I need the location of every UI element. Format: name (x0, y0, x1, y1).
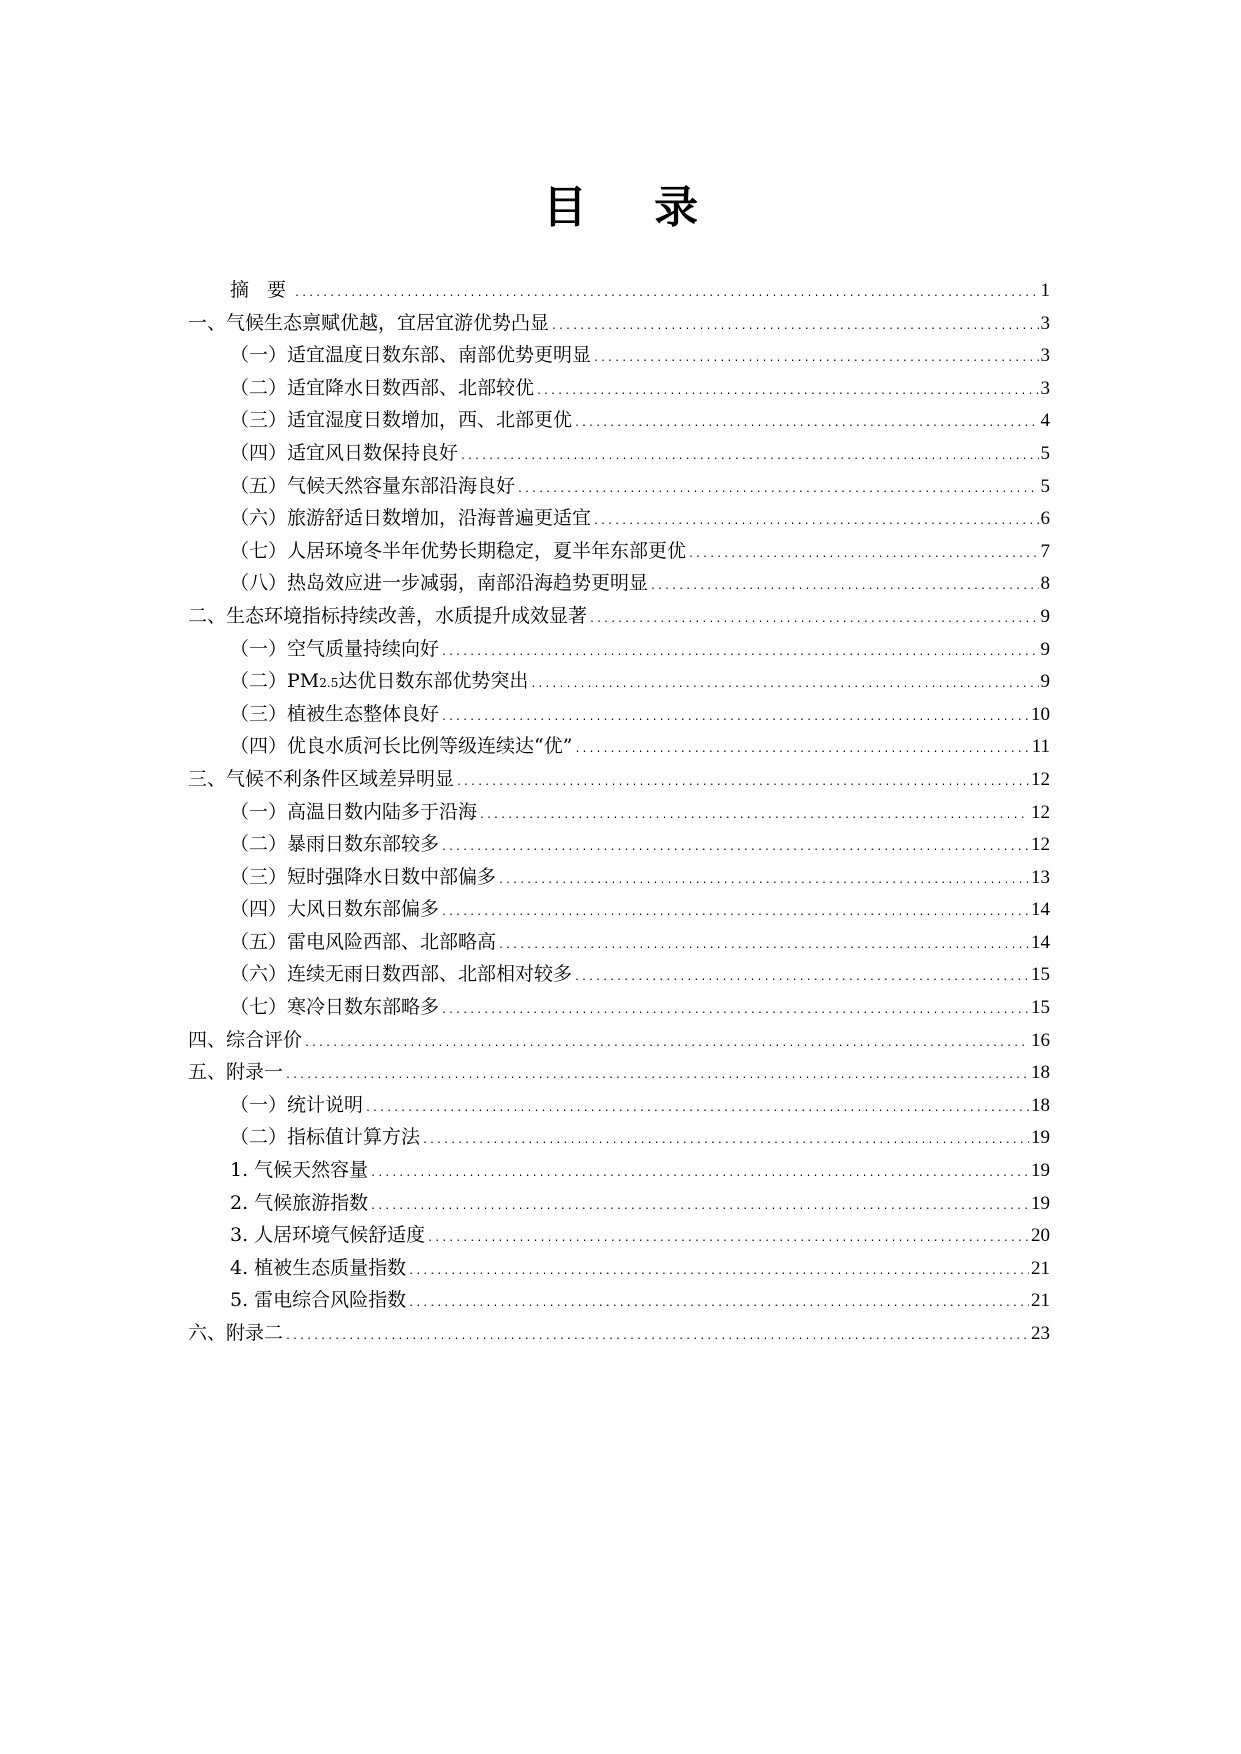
toc-entry-label: （四）大风日数东部偏多 (230, 898, 440, 921)
toc-entry[interactable] (188, 828, 1050, 861)
toc-entry[interactable] (188, 633, 1050, 666)
toc-leader-dots (370, 1158, 1029, 1191)
toc-page-number: 21 (1031, 1257, 1050, 1279)
toc-entry[interactable] (188, 861, 1050, 894)
toc-entry[interactable] (188, 372, 1050, 405)
toc-page-number: 11 (1031, 736, 1050, 758)
toc-leader-dots (370, 1191, 1029, 1224)
toc-entry[interactable] (188, 470, 1050, 503)
toc-page-number: 12 (1031, 834, 1050, 856)
toc-entry-label: 二、生态环境指标持续改善，水质提升成效显著 (188, 604, 588, 627)
toc-entry-label: （一）适宜温度日数东部、南部优势更明显 (230, 344, 592, 367)
toc-entry-label: （四）优良水质河长比例等级连续达“优” (230, 735, 573, 758)
toc-entry[interactable] (188, 1252, 1050, 1285)
toc-page-number: 9 (1040, 638, 1050, 660)
toc-entry[interactable] (188, 796, 1050, 829)
toc-page-number: 21 (1031, 1290, 1050, 1312)
toc-entry-label: （八）热岛效应进一步减弱，南部沿海趋势更明显 (230, 572, 649, 595)
toc-leader-dots (427, 1223, 1029, 1256)
toc-page-number: 4 (1040, 410, 1050, 432)
toc-entry[interactable] (188, 1089, 1050, 1122)
toc-entry[interactable] (188, 1284, 1050, 1317)
toc-entry[interactable] (188, 1024, 1050, 1057)
toc-entry[interactable] (188, 567, 1050, 600)
toc-entry[interactable] (188, 926, 1050, 959)
toc-entry[interactable] (188, 274, 1050, 307)
toc-entry-label: （七）人居环境冬半年优势长期稳定，夏半年东部更优 (230, 539, 687, 562)
toc-page-number: 23 (1031, 1323, 1050, 1344)
toc-entry[interactable] (188, 1187, 1050, 1220)
toc-entry-label: （四）适宜风日数保持良好 (230, 441, 459, 464)
toc-leader-dots (593, 343, 1038, 376)
toc-leader-dots (285, 1060, 1029, 1093)
toc-entry-label: 摘 要 (230, 279, 293, 301)
toc-leader-dots (441, 897, 1029, 930)
toc-entry-label: （六）旅游舒适日数增加，沿海普遍更适宜 (230, 507, 592, 530)
toc-entry-label: （一）统计说明 (230, 1093, 364, 1116)
toc-leader-dots (479, 800, 1029, 833)
toc-entry[interactable] (188, 1121, 1050, 1154)
toc-page-number: 3 (1040, 312, 1050, 334)
toc-entry[interactable] (188, 991, 1050, 1024)
toc-leader-dots (650, 571, 1038, 604)
toc-entry-label: （七）寒冷日数东部略多 (230, 996, 440, 1019)
toc-page-number: 12 (1031, 801, 1050, 823)
toc-entry-label: 4. 植被生态质量指数 (230, 1256, 407, 1279)
toc-entry-label: 三、气候不利条件区域差异明显 (188, 767, 455, 790)
toc-page-number: 19 (1031, 1127, 1050, 1149)
toc-page-number: 15 (1031, 997, 1050, 1019)
toc-entry[interactable] (188, 437, 1050, 470)
toc-leader-dots (498, 930, 1029, 963)
toc-leader-dots (574, 408, 1038, 441)
table-of-contents (188, 274, 1050, 1350)
page-title: 目 录 (542, 182, 725, 233)
toc-leader-dots (441, 995, 1029, 1028)
toc-leader-dots (460, 441, 1038, 474)
toc-page-number: 5 (1040, 442, 1050, 464)
toc-page-number: 19 (1031, 1192, 1050, 1214)
toc-leader-dots (536, 376, 1038, 409)
toc-page-number: 7 (1040, 540, 1050, 562)
toc-leader-dots (408, 1288, 1029, 1321)
toc-entry[interactable] (188, 535, 1050, 568)
toc-page-number: 18 (1031, 1062, 1050, 1084)
toc-entry-label: （三）短时强降水日数中部偏多 (230, 865, 497, 888)
toc-entry[interactable] (188, 698, 1050, 731)
toc-leader-dots (408, 1256, 1029, 1289)
toc-page-number: 20 (1031, 1225, 1050, 1247)
toc-entry-label: （六）连续无雨日数西部、北部相对较多 (230, 963, 573, 986)
toc-entry-label: （一）空气质量持续向好 (230, 637, 440, 660)
toc-leader-dots (304, 1028, 1029, 1061)
toc-entry[interactable] (188, 893, 1050, 926)
toc-entry[interactable] (188, 763, 1050, 796)
toc-entry-label: 1. 气候天然容量 (230, 1159, 369, 1182)
toc-entry-label: （五）雷电风险西部、北部略高 (230, 930, 497, 953)
toc-entry[interactable] (188, 502, 1050, 535)
toc-page-number: 1 (1040, 280, 1050, 301)
toc-page-number: 16 (1031, 1029, 1050, 1051)
toc-leader-dots (589, 604, 1038, 637)
toc-leader-dots (498, 865, 1029, 898)
toc-page-number: 8 (1040, 573, 1050, 595)
toc-entry-label: 五、附录一 (188, 1061, 284, 1084)
toc-leader-dots (365, 1093, 1029, 1126)
toc-entry-label: （一）高温日数内陆多于沿海 (230, 800, 478, 823)
toc-page-number: 14 (1031, 931, 1050, 953)
toc-page-number: 9 (1040, 671, 1050, 693)
toc-page-number: 13 (1031, 866, 1050, 888)
toc-leader-dots (422, 1125, 1029, 1158)
toc-entry-label: 四、综合评价 (188, 1028, 303, 1051)
toc-page-number: 15 (1031, 964, 1050, 986)
toc-leader-dots (285, 1321, 1029, 1354)
toc-leader-dots (574, 962, 1029, 995)
toc-entry-label: （二）适宜降水日数西部、北部较优 (230, 376, 535, 399)
toc-page-number: 9 (1040, 605, 1050, 627)
toc-entry[interactable] (188, 1317, 1050, 1350)
toc-entry-label: （二）指标值计算方法 (230, 1126, 421, 1149)
toc-entry[interactable] (188, 404, 1050, 437)
toc-leader-dots (456, 767, 1029, 800)
toc-page-number: 19 (1031, 1160, 1050, 1182)
toc-page-number: 10 (1031, 703, 1050, 725)
toc-page-number: 5 (1040, 475, 1050, 497)
toc-page-number: 14 (1031, 899, 1050, 921)
toc-entry-label: （三）适宜湿度日数增加，西、北部更优 (230, 409, 573, 432)
toc-entry-label: （二）PM2.5达优日数东部优势突出 (230, 670, 529, 693)
toc-entry-label: 5. 雷电综合风险指数 (230, 1289, 407, 1312)
toc-leader-dots (530, 669, 1038, 702)
toc-entry-label: 2. 气候旅游指数 (230, 1191, 369, 1214)
toc-entry-label: （二）暴雨日数东部较多 (230, 833, 440, 856)
toc-page-number: 3 (1040, 345, 1050, 367)
toc-entry[interactable] (188, 1219, 1050, 1252)
toc-page-number: 12 (1031, 768, 1050, 790)
toc-page-number: 3 (1040, 377, 1050, 399)
toc-entry[interactable] (188, 339, 1050, 372)
toc-entry-label: 3. 人居环境气候舒适度 (230, 1224, 426, 1247)
toc-leader-dots (517, 474, 1038, 507)
toc-page-number: 6 (1040, 508, 1050, 530)
toc-entry-label: （五）气候天然容量东部沿海良好 (230, 474, 516, 497)
toc-leader-dots (688, 539, 1038, 572)
toc-entry[interactable] (188, 730, 1050, 763)
toc-entry-label: 一、气候生态禀赋优越，宜居宜游优势凸显 (188, 311, 550, 334)
toc-entry[interactable] (188, 307, 1050, 340)
toc-leader-dots (551, 311, 1038, 344)
toc-leader-dots (441, 832, 1029, 865)
toc-page-number: 18 (1031, 1094, 1050, 1116)
toc-entry[interactable] (188, 600, 1050, 633)
toc-entry-label: 六、附录二 (188, 1322, 284, 1344)
toc-entry[interactable] (188, 1154, 1050, 1187)
toc-entry[interactable] (188, 1056, 1050, 1089)
toc-leader-dots (574, 734, 1029, 767)
toc-entry[interactable] (188, 958, 1050, 991)
toc-entry[interactable] (188, 665, 1050, 698)
toc-leader-dots (441, 637, 1038, 670)
toc-entry-label: （三）植被生态整体良好 (230, 702, 440, 725)
